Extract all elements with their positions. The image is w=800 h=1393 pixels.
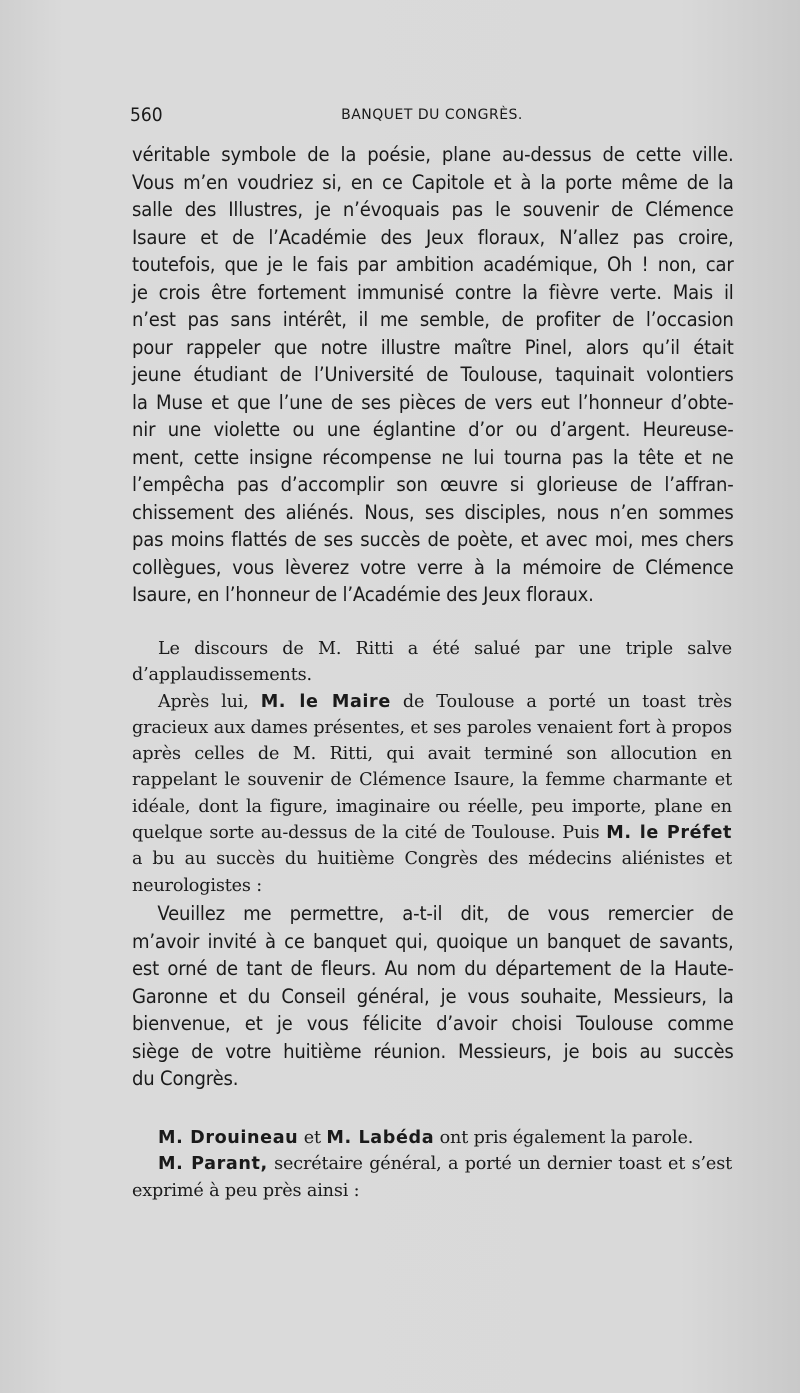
text-line: collègues, vous lèverez votre verre à la mémoire de Clémence	[132, 555, 734, 579]
text-line: je crois être fortement immunisé contre la fièvre verte. Mais il	[132, 280, 734, 304]
text-line: l’empêcha pas d’accomplir son œuvre si glorieuse de l’affran-	[132, 473, 734, 496]
narration-text: secrétaire général, a porté un dernier toast et s’est exprimé à peu près ainsi :	[132, 1154, 732, 1201]
speech-ritti-text	[132, 141, 734, 609]
text-line: ment, cette insigne récompense ne lui tourna pas la tête et ne	[132, 445, 734, 469]
text-line: bienvenue, et je vous félicite d’avoir choisi Toulouse comme	[132, 1012, 734, 1035]
narration-paragraph: Le discours de M. Ritti a été salué par une triple salve d’applaudissements.	[132, 639, 732, 686]
speaker-maire: M. le Maire	[260, 691, 391, 712]
text-line: nir une violette ou une églantine d’or ou d’argent. Heureuse-	[132, 418, 734, 441]
narration-paragraph	[132, 1151, 732, 1204]
narration-paragraph	[132, 689, 732, 899]
narration-text: ont pris également la parole.	[434, 1128, 694, 1148]
page-header	[130, 104, 734, 130]
narration-paragraph	[132, 1125, 732, 1151]
text-line: Veuillez me permettre, a-t-il dit, de vous remercier de	[157, 902, 734, 925]
text-line: jeune étudiant de l’Université de Toulouse, taquinait volontiers	[132, 363, 734, 386]
speech-prefet-text	[132, 900, 734, 1093]
text-line: pour rappeler que notre illustre maître Pinel, alors qu’il était	[132, 335, 734, 359]
speaker-labeda: M. Labéda	[326, 1128, 435, 1148]
text-line: pas moins flattés de ses succès de poète, et avec moi, mes chers	[132, 528, 734, 551]
text-line: n’est pas sans intérêt, il me semble, de profiter de l’occasion	[132, 308, 734, 331]
text-line: Isaure, en l’honneur de l’Académie des Jeux floraux.	[132, 583, 594, 606]
text-line: Vous m’en voudriez si, en ce Capitole et à la porte même de la	[132, 170, 734, 194]
speaker-drouineau: M. Drouineau	[158, 1128, 299, 1148]
narration-text: de Toulouse a porté un toast très gracieux aux dames présentes, et ses paroles venaient fort à propos après celles de M. Ritti, qui avait terminé son allocution en rappelant le souvenir de Clémence Isaure, la femme charmante et idéale, dont la figure, imaginaire ou réelle, peu importe, plane en quelque sorte au-dessus de la cité de Toulouse. Puis	[132, 691, 732, 844]
speech-ritti	[132, 141, 732, 609]
text-line: salle des Illustres, je n’évoquais pas le souvenir de Clémence	[132, 198, 734, 221]
text-line: véritable symbole de la poésie, plane au-dessus de cette ville.	[132, 143, 734, 166]
speaker-prefet: M. le Préfet	[606, 823, 732, 844]
text-line: m’avoir invité à ce banquet qui, quoique un banquet de savants,	[132, 929, 734, 953]
narration-text: a bu au succès du huitième Congrès des médecins aliénistes et neurologistes :	[132, 849, 732, 896]
narration-text: et	[298, 1128, 327, 1148]
text-line: Isaure et de l’Académie des Jeux floraux, N’allez pas croire,	[132, 225, 734, 249]
speaker-parant: M. Parant,	[158, 1154, 268, 1175]
page-number: 560	[130, 104, 163, 126]
narration-2	[132, 1125, 732, 1204]
text-line: toutefois, que je le fais par ambition académique, Oh ! non, car	[132, 253, 734, 276]
narration-1	[132, 636, 732, 899]
text-line: du Congrès.	[132, 1067, 239, 1090]
narration-text: Après lui,	[158, 691, 261, 712]
text-line: siège de votre huitième réunion. Messieurs, je bois au succès	[132, 1039, 734, 1063]
text-line: Garonne et du Conseil général, je vous souhaite, Messieurs, la	[132, 984, 734, 1008]
text-line: est orné de tant de fleurs. Au nom du département de la Haute-	[132, 957, 734, 980]
text-line: la Muse et que l’une de ses pièces de vers eut l’honneur d’obte-	[132, 390, 734, 414]
text-line: chissement des aliénés. Nous, ses disciples, nous n’en sommes	[132, 500, 734, 524]
running-title: BANQUET DU CONGRÈS.	[341, 107, 523, 123]
speech-prefet	[132, 900, 732, 1093]
